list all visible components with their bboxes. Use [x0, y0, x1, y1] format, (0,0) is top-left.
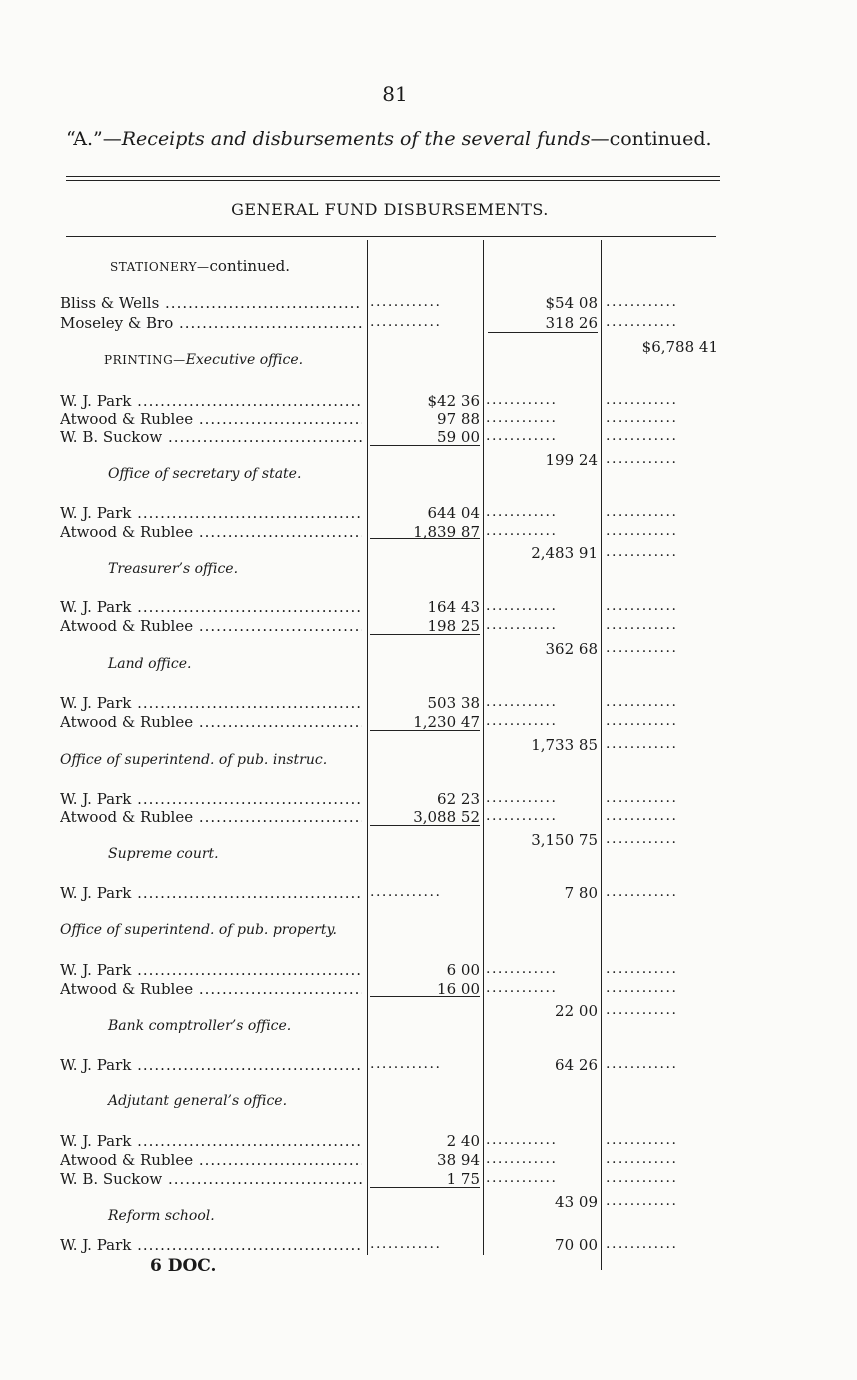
dot-leader: ............	[606, 1170, 678, 1186]
dot-leader: ............	[606, 736, 678, 752]
dot-leader: ............	[606, 544, 678, 560]
amount-c1: $42 36	[427, 392, 480, 410]
dot-leader: ............	[606, 617, 678, 633]
dot-leader: ............	[606, 1193, 678, 1209]
column-rule-1	[367, 240, 368, 1255]
dot-leader: ............	[606, 831, 678, 847]
dot-leader: ............	[486, 1132, 558, 1148]
entry-label: W. J. Park .....	[60, 1132, 362, 1150]
dot-leader: ............	[606, 1056, 678, 1072]
subtotal-rule	[370, 445, 480, 446]
dot-leader: ............	[606, 294, 678, 310]
dot-leader: ............	[370, 1236, 442, 1252]
subtotal-rule	[370, 996, 480, 997]
dot-leader: ............	[486, 961, 558, 977]
dot-leader: ............	[606, 523, 678, 539]
dot-leader: ............	[606, 598, 678, 614]
dot-leader: ............	[606, 392, 678, 408]
section-heading: Treasurer’s office.	[108, 561, 239, 577]
amount-c2: 362 68	[545, 640, 598, 658]
title-prefix: “A.”—	[66, 128, 122, 150]
amount-c1: 16 00	[437, 980, 480, 998]
dot-leader: ............	[370, 294, 442, 310]
dot-leader: ............	[606, 808, 678, 824]
amount-c2: 7 80	[564, 884, 598, 902]
title-italic: Receipts and disbursements of the several funds	[121, 128, 591, 150]
section-heading: Adjutant general’s office.	[108, 1093, 288, 1109]
amount-c2: 64 26	[555, 1056, 598, 1074]
entry-label: W. J. Park .....	[60, 961, 362, 979]
title-rule-2	[66, 180, 720, 181]
entry-label: Atwood & Rublee .....	[60, 808, 362, 826]
amount-c2: 43 09	[555, 1193, 598, 1211]
page-number: 81	[382, 82, 408, 106]
dot-leader: ............	[606, 1132, 678, 1148]
section-heading: STATIONERY—continued.	[110, 257, 291, 275]
amount-c2: 70 00	[555, 1236, 598, 1254]
dot-leader: ............	[606, 410, 678, 426]
section-heading: Supreme court.	[108, 846, 219, 862]
title-suffix: —continued.	[590, 128, 712, 150]
amount-c1: 6 00	[446, 961, 480, 979]
amount-c1: 2 40	[446, 1132, 480, 1150]
subtotal-rule	[370, 538, 480, 539]
dot-leader: ............	[606, 790, 678, 806]
dot-leader: ............	[606, 428, 678, 444]
dot-leader: ............	[606, 694, 678, 710]
dot-leader: ............	[486, 428, 558, 444]
section-heading: PRINTING—Executive office.	[104, 352, 304, 368]
dot-leader: ............	[486, 504, 558, 520]
column-rule-3	[601, 240, 602, 1270]
amount-c2: 318 26	[545, 314, 598, 332]
amount-c1: 62 23	[437, 790, 480, 808]
amount-c2: 2,483 91	[531, 544, 598, 562]
amount-c1: 97 88	[437, 410, 480, 428]
dot-leader: ............	[606, 713, 678, 729]
column-rule-2	[483, 240, 484, 1255]
dot-leader: ............	[486, 694, 558, 710]
entry-label: W. B. Suckow .....	[60, 428, 362, 446]
amount-c1: 198 25	[427, 617, 480, 635]
dot-leader: ............	[606, 451, 678, 467]
amount-c1: 38 94	[437, 1151, 480, 1169]
dot-leader: ............	[370, 1056, 442, 1072]
dot-leader: ............	[606, 640, 678, 656]
dot-leader: ............	[606, 980, 678, 996]
dot-leader: ............	[606, 884, 678, 900]
amount-c2: 1,733 85	[531, 736, 598, 754]
amount-c3: $6,788 41	[641, 338, 718, 356]
subtotal-rule	[370, 825, 480, 826]
dot-leader: ............	[486, 617, 558, 633]
dot-leader: ............	[486, 980, 558, 996]
total-rule	[488, 332, 598, 333]
dot-leader: ............	[486, 1170, 558, 1186]
section-heading: Office of superintend. of pub. instruc.	[60, 752, 328, 768]
entry-label: W. J. Park .....	[60, 884, 362, 902]
heading-rule	[66, 236, 716, 237]
dot-leader: ............	[486, 392, 558, 408]
subtotal-rule	[370, 730, 480, 731]
section-heading: Reform school.	[108, 1208, 215, 1224]
amount-c2: $54 08	[545, 294, 598, 312]
amount-c1: 503 38	[427, 694, 480, 712]
dot-leader: ............	[606, 504, 678, 520]
entry-label: Atwood & Rublee .....	[60, 713, 362, 731]
entry-label: Atwood & Rublee .....	[60, 1151, 362, 1169]
entry-label: Bliss & Wells .....	[60, 294, 362, 312]
amount-c2: 22 00	[555, 1002, 598, 1020]
dot-leader: ............	[370, 314, 442, 330]
dot-leader: ............	[370, 884, 442, 900]
dot-leader: ............	[606, 961, 678, 977]
entry-label: W. J. Park .....	[60, 790, 362, 808]
entry-label: W. J. Park .....	[60, 1056, 362, 1074]
dot-leader: ............	[486, 713, 558, 729]
entry-label: W. B. Suckow .....	[60, 1170, 362, 1188]
dot-leader: ............	[606, 1002, 678, 1018]
amount-c1: 644 04	[427, 504, 480, 522]
entry-label: Atwood & Rublee .....	[60, 523, 362, 541]
title-rule-1	[66, 176, 720, 177]
amount-c1: 1 75	[446, 1170, 480, 1188]
amount-c1: 1,230 47	[413, 713, 480, 731]
dot-leader: ............	[606, 314, 678, 330]
table-heading: GENERAL FUND DISBURSEMENTS.	[231, 200, 549, 219]
dot-leader: ............	[486, 808, 558, 824]
subtotal-rule	[370, 1187, 480, 1188]
section-heading: Land office.	[108, 656, 192, 672]
section-heading: Office of secretary of state.	[108, 466, 302, 482]
dot-leader: ............	[486, 790, 558, 806]
entry-label: W. J. Park .....	[60, 1236, 362, 1254]
dot-leader: ............	[606, 1236, 678, 1252]
entry-label: W. J. Park .....	[60, 504, 362, 522]
entry-label: Atwood & Rublee .....	[60, 617, 362, 635]
page-title	[66, 128, 712, 150]
dot-leader: ............	[486, 523, 558, 539]
dot-leader: ............	[486, 410, 558, 426]
entry-label: W. J. Park .....	[60, 392, 362, 410]
amount-c1: 3,088 52	[413, 808, 480, 826]
amount-c1: 59 00	[437, 428, 480, 446]
entry-label: Moseley & Bro .....	[60, 314, 362, 332]
dot-leader: ............	[486, 1151, 558, 1167]
section-heading: Office of superintend. of pub. property.	[60, 922, 337, 938]
entry-label: W. J. Park .....	[60, 598, 362, 616]
subtotal-rule	[370, 634, 480, 635]
amount-c1: 1,839 87	[413, 523, 480, 541]
dot-leader: ............	[606, 1151, 678, 1167]
entry-label: Atwood & Rublee .....	[60, 410, 362, 428]
footer-doc-marker: 6 DOC.	[150, 1256, 217, 1276]
section-heading: Bank comptroller’s office.	[108, 1018, 292, 1034]
amount-c1: 164 43	[427, 598, 480, 616]
entry-label: Atwood & Rublee .....	[60, 980, 362, 998]
amount-c2: 199 24	[545, 451, 598, 469]
entry-label: W. J. Park .....	[60, 694, 362, 712]
dot-leader: ............	[486, 598, 558, 614]
amount-c2: 3,150 75	[531, 831, 598, 849]
